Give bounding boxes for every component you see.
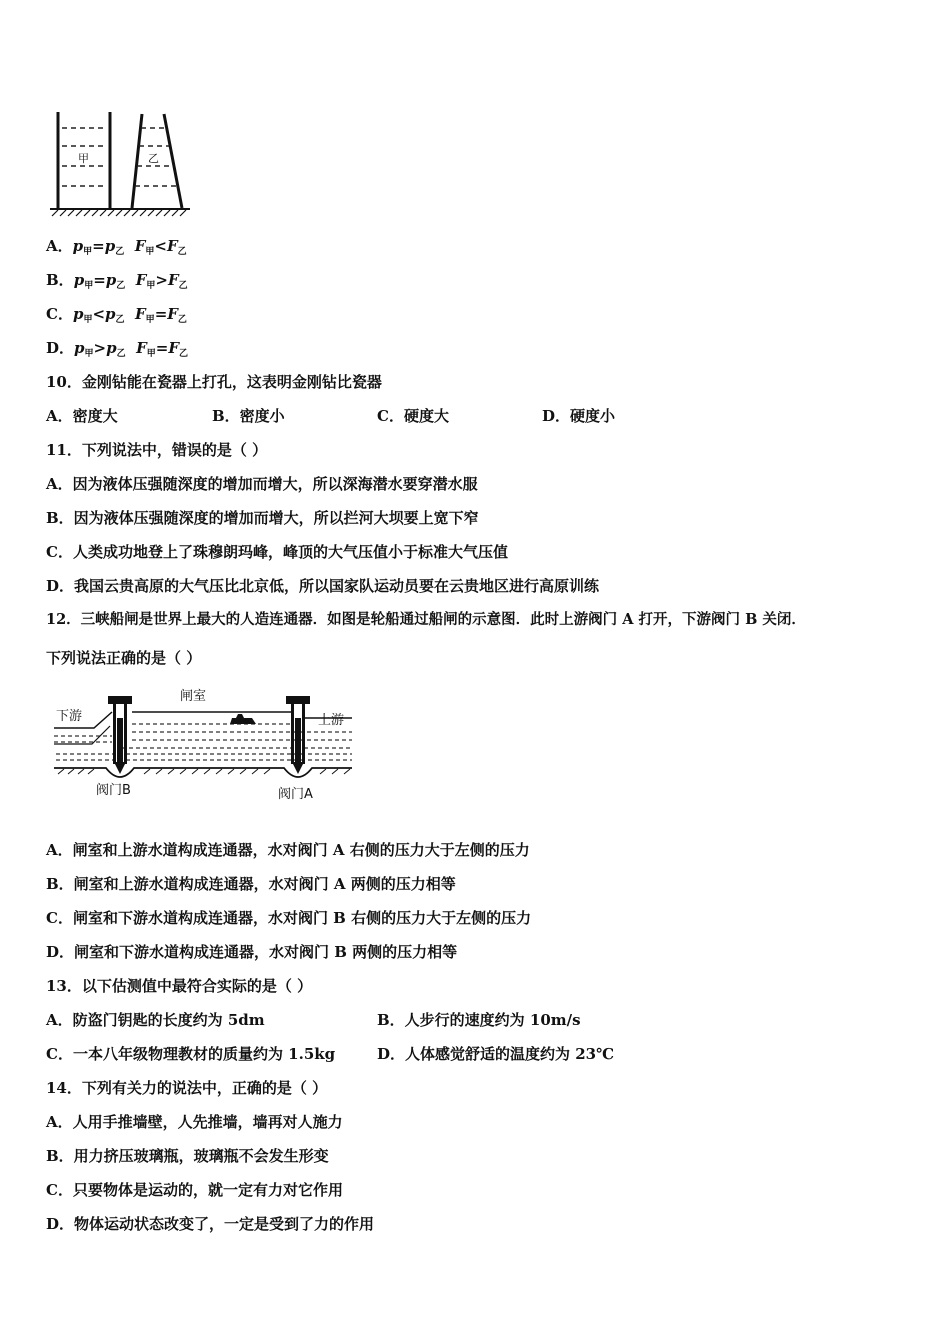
q12-option-b[interactable]: B．闸室和上游水道构成连通器，水对阀门 A 两侧的压力相等 [46,875,456,893]
container-label-jia: 甲 [78,152,89,165]
q10-option-b[interactable]: B．密度小 [212,407,285,425]
q9-option-b[interactable]: B．$p_甲=p_乙$ $F_甲>F_乙$ [46,271,188,291]
q9-containers-figure [44,108,194,218]
q14-option-b[interactable]: B．用力挤压玻璃瓶，玻璃瓶不会发生形变 [46,1147,329,1165]
label-downstream: 下游 [56,709,83,724]
q13-option-d[interactable]: D．人体感觉舒适的温度约为 23℃ [377,1045,615,1063]
q14-option-c[interactable]: C．只要物体是运动的，就一定有力对它作用 [46,1181,343,1199]
q14-option-d[interactable]: D．物体运动状态改变了，一定是受到了力的作用 [46,1215,375,1233]
q13-option-b[interactable]: B．人步行的速度约为 10m/s [377,1011,581,1029]
q14-stem: 14．下列有关力的说法中，正确的是（ ） [46,1079,328,1097]
q11-option-b[interactable]: B．因为液体压强随深度的增加而增大，所以拦河大坝要上宽下窄 [46,509,479,527]
q10-option-a[interactable]: A．密度大 [46,407,118,425]
label-valve-b: 阀门B [96,783,131,798]
q12-stem-line2: 下列说法正确的是（ ） [46,649,202,667]
label-chamber: 闸室 [180,689,207,704]
q13-option-a[interactable]: A．防盗门钥匙的长度约为 5dm [46,1011,265,1029]
option-letter: D． [46,339,75,357]
option-letter: B． [46,271,74,289]
label-upstream: 上游 [318,713,345,728]
q10-option-d[interactable]: D．硬度小 [542,407,616,425]
q10-option-c[interactable]: C．硬度大 [377,407,449,425]
option-letter: A． [46,237,73,255]
q9-option-a[interactable]: A．$p_甲=p_乙$ $F_甲<F_乙$ [46,237,187,257]
q13-stem: 13．以下估测值中最符合实际的是（ ） [46,977,313,995]
q11-stem: 11．下列说法中，错误的是（ ） [46,441,268,459]
q11-option-d[interactable]: D．我国云贵高原的大气压比北京低，所以国家队运动员要在云贵地区进行高原训练 [46,577,600,595]
q10-stem: 10．金刚钻能在瓷器上打孔，这表明金刚钻比瓷器 [46,373,382,391]
option-letter: C． [46,305,73,323]
q11-option-a[interactable]: A．因为液体压强随深度的增加而增大，所以深海潜水要穿潜水服 [46,475,478,493]
q11-option-c[interactable]: C．人类成功地登上了珠穆朗玛峰，峰顶的大气压值小于标准大气压值 [46,543,508,561]
q12-stem-line1: 12．三峡船闸是世界上最大的人造连通器．如图是轮船通过船闸的示意图．此时上游阀门 A 打开，下游阀门 B 关闭． [46,611,806,628]
q9-option-d[interactable]: D．$p_甲>p_乙$ $F_甲=F_乙$ [46,339,188,359]
q12-option-c[interactable]: C．闸室和下游水道构成连通器，水对阀门 B 右侧的压力大于左侧的压力 [46,909,532,927]
label-valve-a: 阀门A [278,787,313,802]
q13-option-c[interactable]: C．一本八年级物理教材的质量约为 1.5kg [46,1045,336,1063]
q14-option-a[interactable]: A．人用手推墙壁，人先推墙，墙再对人施力 [46,1113,343,1131]
ship-lock-figure [52,682,362,804]
q12-option-a[interactable]: A．闸室和上游水道构成连通器，水对阀门 A 右侧的压力大于左侧的压力 [46,841,530,859]
container-label-yi: 乙 [148,152,159,165]
q12-option-d[interactable]: D．闸室和下游水道构成连通器，水对阀门 B 两侧的压力相等 [46,943,458,961]
q9-option-c[interactable]: C．$p_甲<p_乙$ $F_甲=F_乙$ [46,305,187,325]
